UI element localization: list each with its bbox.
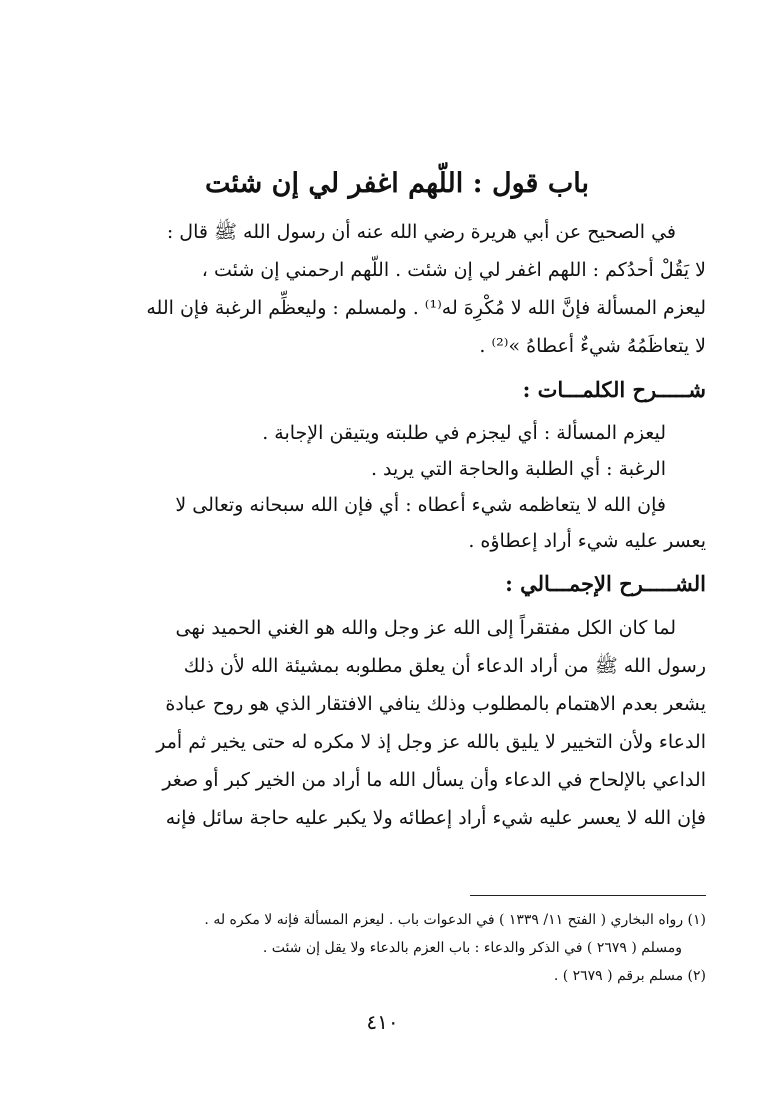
hadith-line: في الصحيح عن أبي هريرة رضي الله عنه أن رسول الله ﷺ قال :	[166, 221, 676, 243]
chapter-title: باب قول : اللّهم اغفر لي إن شئت	[205, 168, 589, 199]
hadith-line: لا يَقُلْ أحدُكم : اللهم اغفر لي إن شئت . اللّهم ارحمني إن شئت ،	[201, 259, 706, 281]
summary-line: الدعاء ولأن التخيير لا يليق بالله عز وجل إذ لا مكره له حتى يخير ثم أمر	[156, 731, 706, 753]
page-number: ٤١٠	[366, 1010, 399, 1034]
definition-line: يعسر عليه شيء أراد إعطاؤه .	[468, 530, 706, 552]
definition-line: الرغبة : أي الطلبة والحاجة التي يريد .	[370, 458, 666, 480]
hadith-text	[88, 213, 706, 365]
hadith-line: لا يتعاظَمُهُ شيءٌ أعطاهُ »⁽²⁾ .	[479, 335, 706, 357]
definition-line: ليعزم المسألة : أي ليجزم في طلبته ويتيقن الإجابة .	[262, 422, 666, 444]
footnote-1-continuation: ومسلم ( ٢٦٧٩ ) في الذكر والدعاء : باب العزم بالدعاء ولا يقل إن شئت .	[262, 940, 682, 956]
explanation-heading: شـــــرح الكلمـــات :	[522, 377, 706, 402]
summary-text	[88, 609, 706, 837]
footnote-1: (١) رواه البخاري ( الفتح ١١/ ١٣٣٩ ) في الدعوات باب . ليعزم المسألة فإنه لا مكره له .	[204, 912, 706, 928]
summary-line: يشعر بعدم الاهتمام بالمطلوب وذلك ينافي الافتقار الذي هو روح عبادة	[165, 693, 706, 715]
definition-line: فإن الله لا يتعاظمه شيء أعطاه : أي فإن الله سبحانه وتعالى لا	[175, 494, 666, 516]
definitions-list	[88, 415, 706, 559]
summary-line: لما كان الكل مفتقراً إلى الله عز وجل والله هو الغني الحميد نهى	[175, 617, 676, 639]
summary-heading: الشـــــرح الإجمـــالي :	[505, 571, 706, 596]
page-body	[88, 168, 706, 984]
summary-line: الداعي بالإلحاح في الدعاء وأن يسأل الله ما أراد من الخير كبر أو صغر	[162, 769, 706, 791]
summary-line: رسول الله ﷺ من أراد الدعاء أن يعلق مطلوبه بمشيئة الله لأن ذلك	[183, 655, 706, 677]
footnote-divider	[470, 895, 706, 896]
footnote-2: (٢) مسلم برقم ( ٢٦٧٩ ) .	[553, 968, 706, 984]
hadith-line: ليعزم المسألة فإنَّ الله لا مُكْرِهَ له⁽¹⁾ . ولمسلم : وليعظِّم الرغبة فإن الله	[146, 297, 706, 319]
footnotes	[88, 906, 706, 990]
summary-line: فإن الله لا يعسر عليه شيء أراد إعطائه ولا يكبر عليه حاجة سائل فإنه	[165, 807, 706, 829]
